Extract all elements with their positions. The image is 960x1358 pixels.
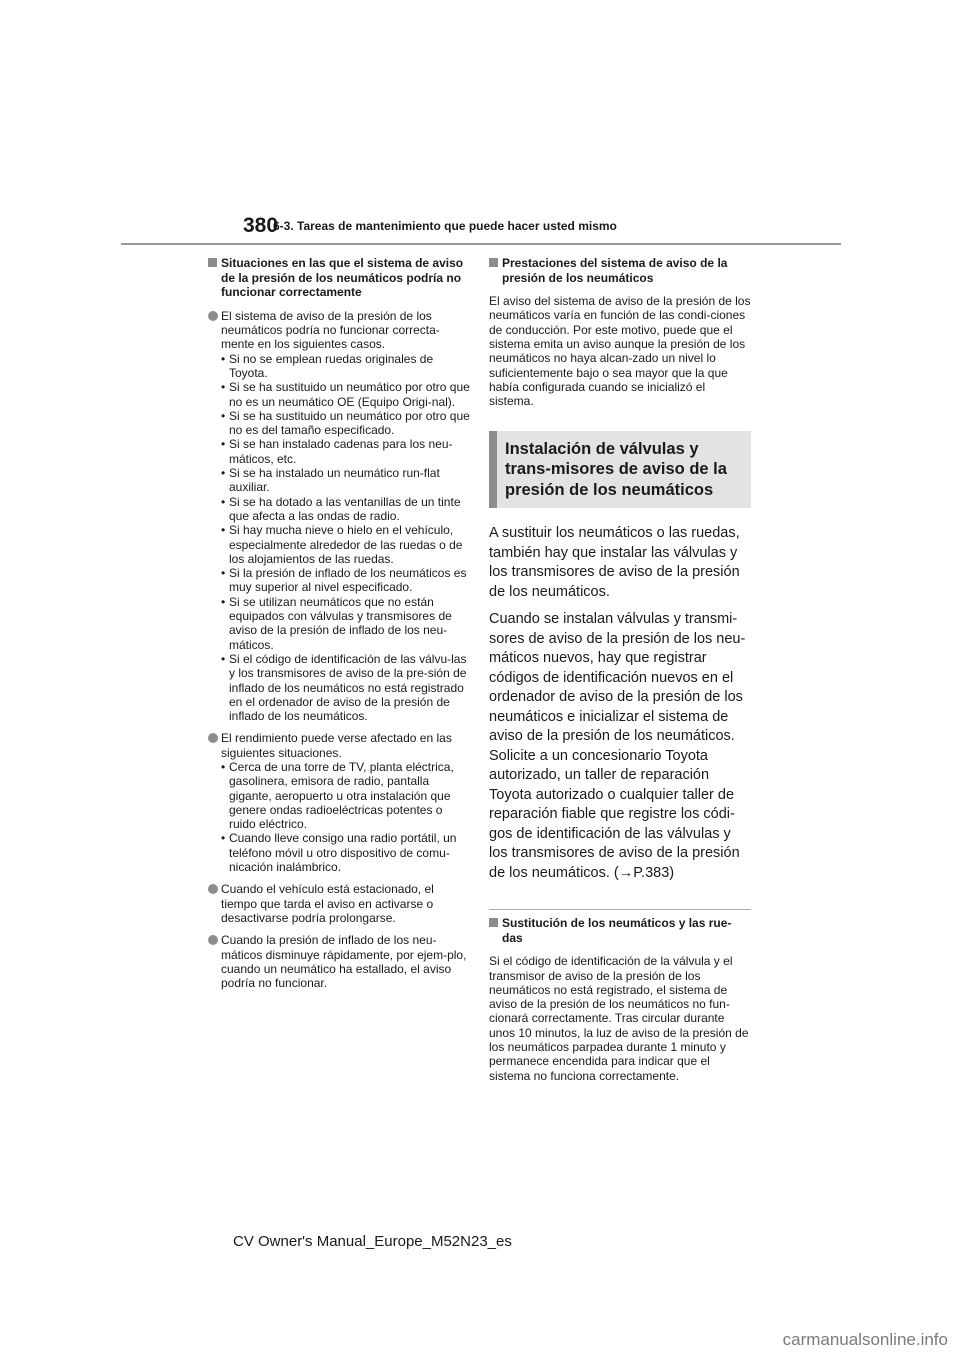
sub-item (221, 352, 470, 381)
replacement-text: Si el código de identificación de la válvula y el transmisor de aviso de la presión de los neumáticos no está registrado, el sistema de aviso de la presión de los neumáticos no fun-cionará correctamente. Tras circular durante unos 10 minutos, la luz de aviso de la presión de los neumáticos parpadea durante 1 minuto y permanece encendida para indicar que el sistema no funciona correctamente. (489, 954, 749, 1083)
sub-item-text: Si se ha sustituido un neumático por otro que no es un neumático OE (Equipo Origi-nal). (229, 380, 470, 409)
sub-item-text: Si no se emplean ruedas originales de Toyota. (229, 351, 434, 380)
dot-marker-icon: • (221, 523, 226, 538)
dot-marker-icon: • (221, 651, 226, 666)
bullet-item (208, 882, 470, 925)
bullet-item (208, 933, 470, 990)
round-bullet-icon (208, 935, 218, 945)
header-divider (121, 243, 841, 245)
dot-marker-icon: • (221, 594, 226, 609)
sub-item-text: Si se ha instalado un neumático run-flat auxiliar. (229, 466, 440, 495)
sub-item (221, 566, 470, 595)
bullet-text: Cuando la presión de inflado de los neu-máticos disminuye rápidamente, por ejem-plo, cuando un neumático ha estallado, el aviso podría no funcionar. (221, 933, 467, 991)
left-column (208, 256, 470, 998)
sub-item (221, 409, 470, 438)
dot-marker-icon: • (221, 466, 226, 481)
section-title-text: Sustitución de los neumáticos y las rue-das (502, 916, 732, 945)
bullet-item (208, 731, 470, 874)
sub-item (221, 760, 470, 831)
sub-item-text: Si hay mucha nieve o hielo en el vehículo, especialmente alrededor de las ruedas o de los alojamientos de las ruedas. (229, 523, 463, 566)
sub-item (221, 437, 470, 466)
manual-footer: CV Owner's Manual_Europe_M52N23_es (233, 1233, 512, 1250)
dot-marker-icon: • (221, 351, 226, 366)
square-bullet-icon (489, 258, 498, 267)
watermark: carmanualsonline.info (782, 1330, 948, 1349)
chapter-title: 6-3. Tareas de mantenimiento que puede hacer usted mismo (273, 219, 617, 233)
section-title-situations (208, 256, 470, 300)
sub-item (221, 380, 470, 409)
bullet-list (208, 309, 470, 991)
round-bullet-icon (208, 884, 218, 894)
round-bullet-icon (208, 311, 218, 321)
sub-item-text: Si el código de identificación de las válvu-las y los transmisores de aviso de la pre-sión de inflado de los neumáticos no está registrado en el ordenador de aviso de la presión de inflado de los neumáticos. (229, 651, 467, 724)
dot-marker-icon: • (221, 380, 226, 395)
sub-item-text: Si se han instalado cadenas para los neu-máticos, etc. (229, 437, 453, 466)
bullet-text: Cuando el vehículo está estacionado, el tiempo que tarda el aviso en activarse o desactivarse podría prolongarse. (221, 882, 434, 925)
sub-item-text: Si se ha dotado a las ventanillas de un tinte que afecta a las ondas de radio. (229, 494, 461, 523)
section-divider (489, 909, 751, 910)
bullet-item (208, 309, 470, 724)
right-column (489, 256, 751, 1083)
bullet-text: El sistema de aviso de la presión de los neumáticos podría no funcionar correcta-mente en los siguientes casos. (221, 308, 440, 352)
sub-item-text: Cerca de una torre de TV, planta eléctrica, gasolinera, emisora de radio, pantalla gigante, aeropuerto u otra instalación que genere ondas radioeléctricas potentes o ruido eléctrico. (229, 759, 454, 832)
dot-marker-icon: • (221, 437, 226, 452)
square-bullet-icon (208, 258, 217, 267)
square-bullet-icon (489, 918, 498, 927)
round-bullet-icon (208, 733, 218, 743)
sub-item (221, 595, 470, 652)
installation-heading: Instalación de válvulas y trans-misores de aviso de la presión de los neumáticos (489, 431, 751, 509)
dot-marker-icon: • (221, 831, 226, 846)
installation-paragraph-2: Cuando se instalan válvulas y transmi-sores de aviso de la presión de los neu-máticos nuevos, hay que registrar códigos de identificación nuevos en el ordenador de aviso de la presión de los neumáticos e inicializar el sistema de aviso de la presión de los neumáticos. Solicite a un concesionario Toyota autorizado, un taller de reparación Toyota autorizado o cualquier taller de reparación fiable que registre los códi-gos de identificación de las válvulas y los transmisores de aviso de la presión de los neumáticos. (→P.383) (489, 611, 746, 881)
sub-item-text: Si se utilizan neumáticos que no están equipados con válvulas y transmisores de aviso de la presión de inflado de los neu-máticos. (229, 594, 452, 652)
sub-item (221, 495, 470, 524)
section-title-performance (489, 256, 751, 285)
dot-marker-icon: • (221, 494, 226, 509)
dot-marker-icon: • (221, 759, 226, 774)
sub-item (221, 652, 470, 723)
sub-item-text: Si se ha sustituido un neumático por otro que no es del tamaño especificado. (229, 408, 470, 438)
bullet-text: El rendimiento puede verse afectado en las siguientes situaciones. (221, 731, 452, 760)
page-number: 380 (243, 214, 279, 237)
section-title-text: Situaciones en las que el sistema de aviso de la presión de los neumáticos podría no funcionar correctamente (221, 256, 464, 300)
section-title-text: Prestaciones del sistema de aviso de la presión de los neumáticos (502, 256, 728, 285)
sub-item (221, 831, 470, 874)
sub-item (221, 466, 470, 495)
sub-item-text: Cuando lleve consigo una radio portátil, un teléfono móvil u otro dispositivo de comu-nicación inalámbrico. (229, 831, 457, 875)
installation-paragraph-1: A sustituir los neumáticos o las ruedas, también hay que instalar las válvulas y los transmisores de aviso de la presión de los neumáticos. (489, 525, 740, 600)
sub-item (221, 523, 470, 566)
section-title-replacement (489, 916, 751, 945)
sub-item-text: Si la presión de inflado de los neumáticos es muy superior al nivel especificado. (229, 566, 467, 595)
dot-marker-icon: • (221, 566, 226, 581)
performance-text: El aviso del sistema de aviso de la presión de los neumáticos varía en función de las condi-ciones de conducción. Por este motivo, puede que el sistema emita un aviso aunque la presión de los neumáticos no haya alcan-zado un nivel lo suficientemente bajo o sea mayor que la que había configurada cuando se inicializó el sistema. (489, 294, 751, 409)
dot-marker-icon: • (221, 408, 226, 423)
